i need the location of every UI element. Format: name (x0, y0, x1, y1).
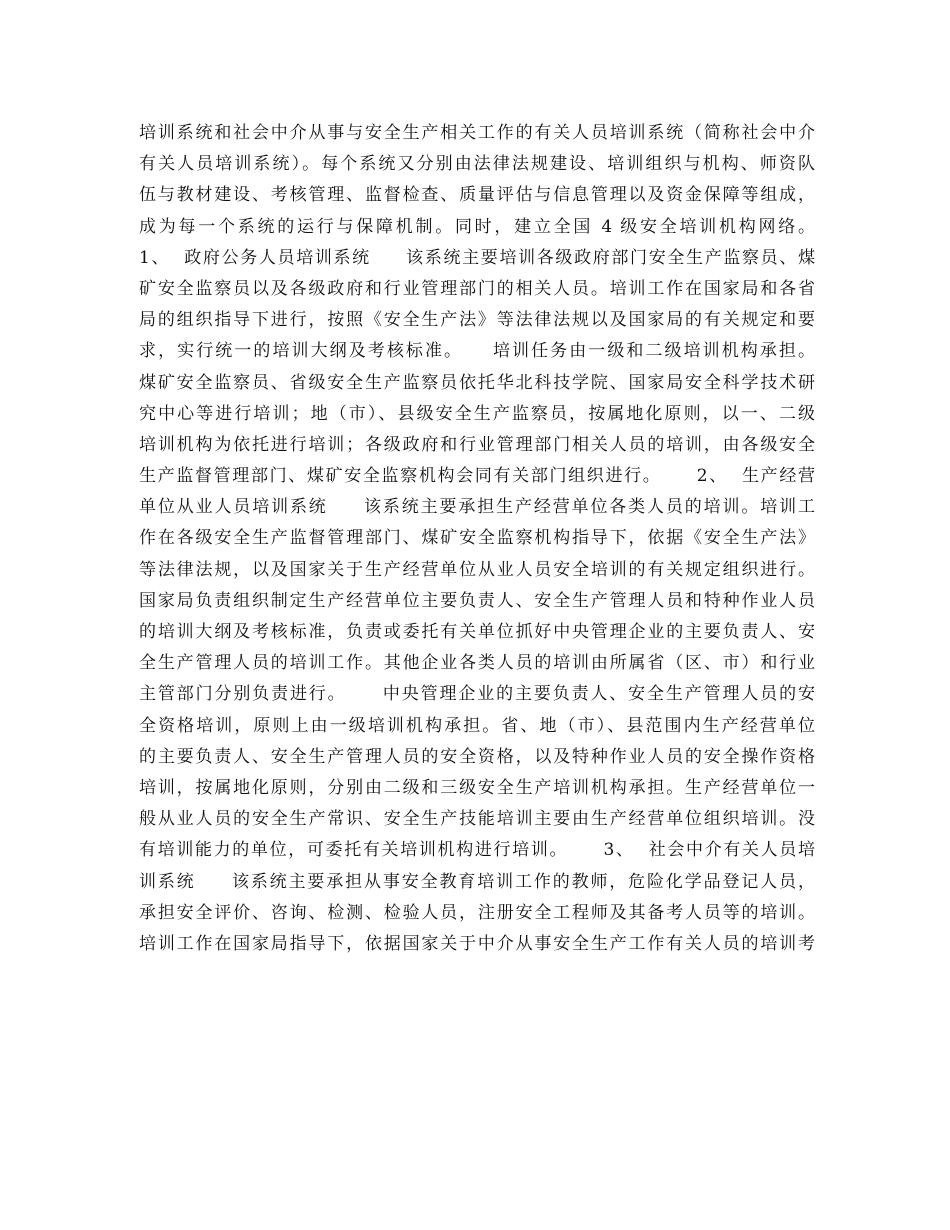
text-line: 培训机构为依托进行培训；各级政府和行业管理部门相关人员的培训，由各级安全 (139, 434, 815, 455)
text-line: 煤矿安全监察员、省级安全生产监察员依托华北科技学院、国家局安全科学技术研 (139, 372, 815, 393)
text-line: 伍与教材建设、考核管理、监督检查、质量评估与信息管理以及资金保障等组成， (139, 185, 815, 206)
text-line: 承担安全评价、咨询、检测、检验人员，注册安全工程师及其备考人员等的培训。 (139, 902, 815, 923)
text-line: 全生产管理人员的培训工作。其他企业各类人员的培训由所属省（区、市）和行业 (139, 653, 815, 674)
text-line: 局的组织指导下进行，按照《安全生产法》等法律法规以及国家局的有关规定和要 (139, 310, 815, 331)
text-line: 1、 政府公务人员培训系统 该系统主要培训各级政府部门安全生产监察员、煤 (139, 247, 815, 268)
text-line: 培训工作在国家局指导下，依据国家关于中介从事安全生产工作有关人员的培训考 (139, 933, 815, 954)
text-line: 矿安全监察员以及各级政府和行业管理部门的相关人员。培训工作在国家局和各省 (139, 278, 815, 299)
text-line: 国家局负责组织制定生产经营单位主要负责人、安全生产管理人员和特种作业人员 (139, 590, 815, 611)
text-line: 有关人员培训系统）。每个系统又分别由法律法规建设、培训组织与机构、师资队 (139, 154, 815, 175)
text-line: 等法律法规，以及国家关于生产经营单位从业人员安全培训的有关规定组织进行。 (139, 559, 815, 580)
text-line: 培训，按属地化原则，分别由二级和三级安全生产培训机构承担。生产经营单位一 (139, 777, 815, 798)
text-line: 般从业人员的安全生产常识、安全生产技能培训主要由生产经营单位组织培训。没 (139, 809, 815, 830)
text-line: 主管部门分别负责进行。 中央管理企业的主要负责人、安全生产管理人员的安 (139, 684, 815, 705)
text-line: 的培训大纲及考核标准，负责或委托有关单位抓好中央管理企业的主要负责人、安 (139, 622, 815, 642)
body-text (139, 118, 815, 960)
text-line: 的主要负责人、安全生产管理人员的安全资格，以及特种作业人员的安全操作资格 (139, 746, 815, 767)
text-line: 有培训能力的单位，可委托有关培训机构进行培训。 3、 社会中介有关人员培 (139, 840, 815, 861)
text-line: 培训系统和社会中介从事与安全生产相关工作的有关人员培训系统（简称社会中介 (139, 123, 815, 143)
text-line: 全资格培训，原则上由一级培训机构承担。省、地（市）、县范围内生产经营单位 (139, 715, 815, 736)
text-line: 成为每一个系统的运行与保障机制。同时，建立全国 4 级安全培训机构网络。 (139, 216, 815, 237)
text-line: 单位从业人员培训系统 该系统主要承担生产经营单位各类人员的培训。培训工 (139, 497, 815, 518)
text-line: 求，实行统一的培训大纲及考核标准。 培训任务由一级和二级培训机构承担。 (139, 341, 815, 362)
text-line: 生产监督管理部门、煤矿安全监察机构会同有关部门组织进行。 2、 生产经营 (139, 466, 815, 487)
text-line: 作在各级安全生产监督管理部门、煤矿安全监察机构指导下，依据《安全生产法》 (139, 528, 815, 549)
text-line: 究中心等进行培训；地（市）、县级安全生产监察员，按属地化原则，以一、二级 (139, 403, 815, 424)
text-line: 训系统 该系统主要承担从事安全教育培训工作的教师，危险化学品登记人员， (139, 871, 815, 892)
